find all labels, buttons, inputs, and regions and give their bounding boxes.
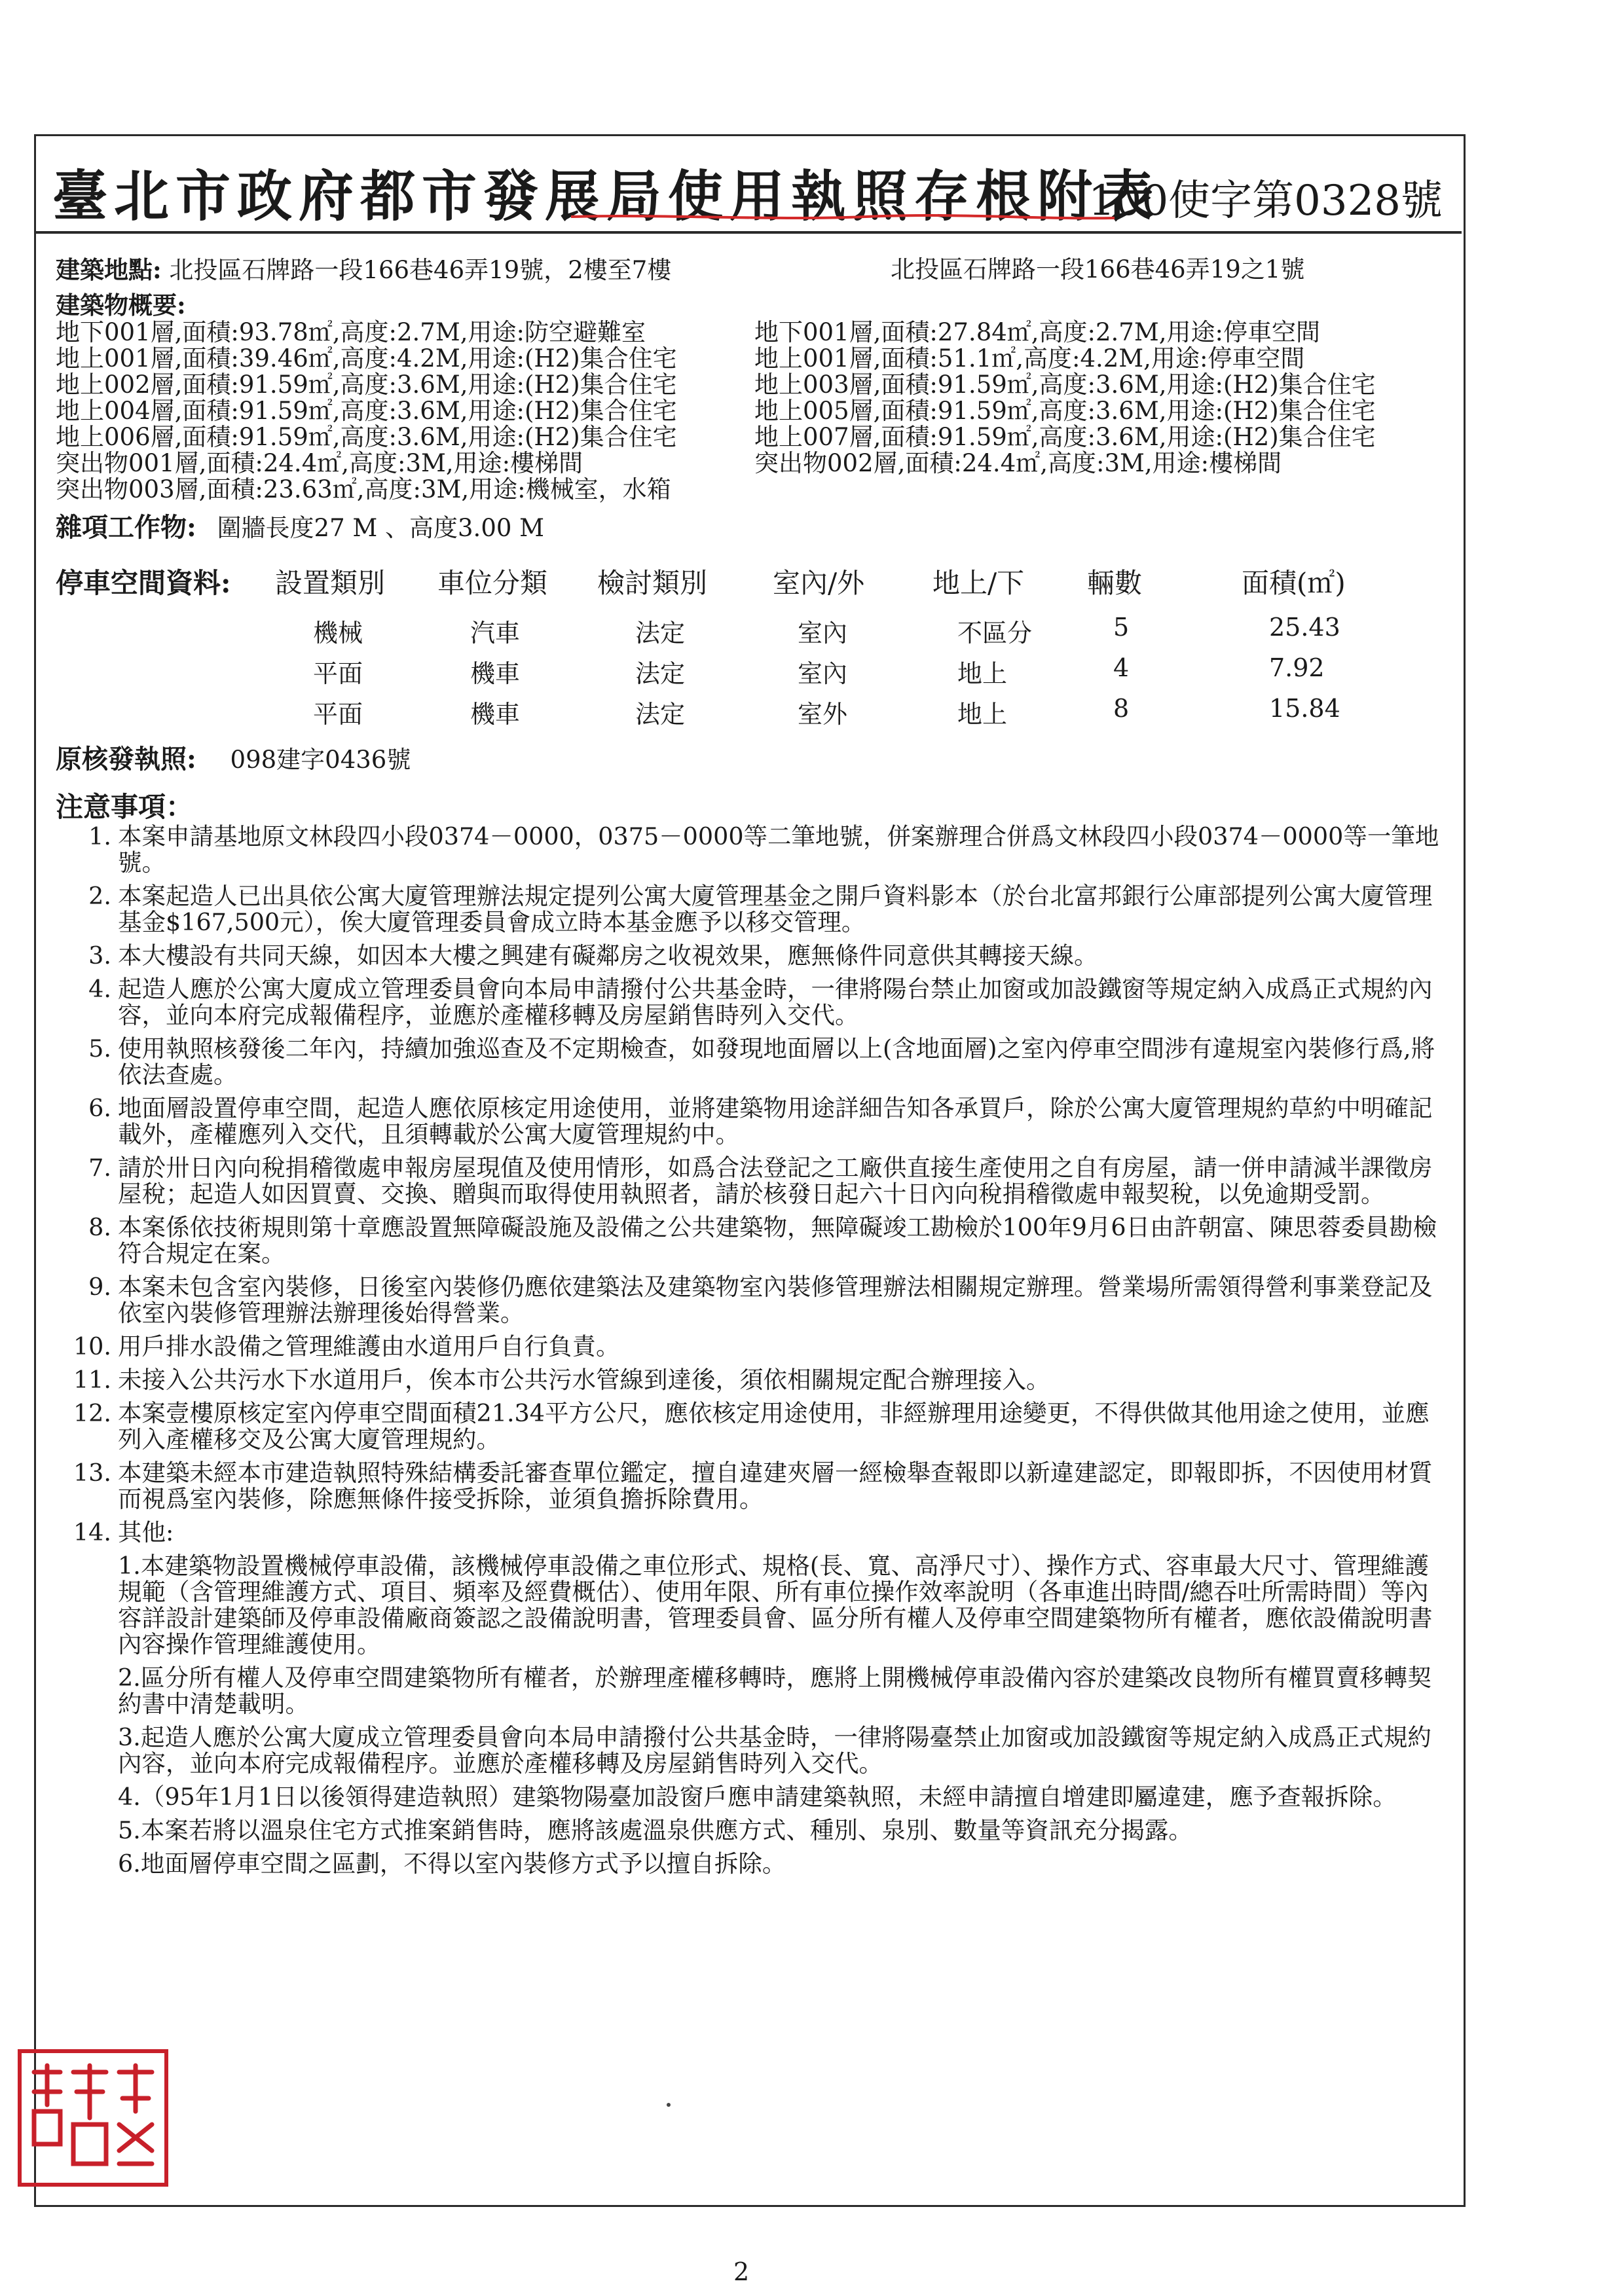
note-item <box>65 1460 1447 1512</box>
parking-cell: 室內 <box>798 619 848 647</box>
notes-list <box>65 824 1447 1884</box>
parking-cell: 機械 <box>313 619 363 647</box>
note-item <box>65 1520 1447 1546</box>
parking-cell: 室外 <box>798 700 848 729</box>
note-number: 8. <box>88 1213 111 1241</box>
note-number: 5. <box>88 1034 111 1063</box>
parking-cell: 8 <box>1113 694 1130 723</box>
note-item <box>65 1155 1447 1207</box>
original-license-label: 原核發執照: <box>56 744 196 774</box>
note-text: 本案申請基地原文林段四小段0374－0000，0375－0000等二筆地號，併案辦理合併爲文林段四小段0374－0000等一筆地號。 <box>118 822 1439 877</box>
note-item <box>65 1334 1447 1360</box>
title-row <box>34 134 1462 234</box>
parking-cell: 25.43 <box>1269 613 1340 642</box>
parking-header: 檢討類別 <box>597 567 708 599</box>
other-note-item: 4.（95年1月1日以後領得建造執照）建築物陽臺加設窗戶應申請建築執照，未經申請擅自增建即屬違建，應予查報拆除。 <box>118 1783 1397 1811</box>
note-text: 使用執照核發後二年內，持續加強巡查及不定期檢查，如發現地面層以上(含地面層)之室內停車空間涉有違規室內裝修行爲,將依法查處。 <box>118 1034 1435 1089</box>
overview-item: 突出物002層,面積:24.4㎡,高度:3M,用途:樓梯間 <box>754 449 1282 477</box>
note-number: 12. <box>73 1399 111 1427</box>
parking-cell: 機車 <box>470 700 521 729</box>
overview-item: 地上004層,面積:91.59㎡,高度:3.6M,用途:(H2)集合住宅 <box>56 397 677 425</box>
location-left: 北投區石牌路一段166巷46弄19號，2樓至7樓 <box>169 256 672 284</box>
note-item <box>65 824 1447 876</box>
parking-cell: 5 <box>1113 613 1130 642</box>
other-note-item: 2.區分所有權人及停車空間建築物所有權者，於辦理產權移轉時，應將上開機械停車設備內容於建築改良物所有權買賣移轉契約書中清楚載明。 <box>118 1664 1431 1718</box>
other-note-item: 5.本案若將以溫泉住宅方式推案銷售時，應將該處溫泉供應方式、種別、泉別、數量等資訊充分揭露。 <box>118 1816 1192 1844</box>
parking-header: 面積(㎡) <box>1242 567 1346 599</box>
note-text: 其他: <box>118 1518 174 1546</box>
overview-right-list <box>754 319 1376 477</box>
original-license-value: 098建字0436號 <box>230 746 411 774</box>
other-note-item: 6.地面層停車空間之區劃，不得以室內裝修方式予以擅自拆除。 <box>118 1850 786 1878</box>
note-text: 起造人應於公寓大廈成立管理委員會向本局申請撥付公共基金時，一律將陽台禁止加窗或加設鐵窗等規定納入成爲正式規約內容，並向本府完成報備程序，並應於產權移轉及房屋銷售時列入交代。 <box>118 975 1433 1029</box>
note-item <box>65 943 1447 969</box>
parking-cell: 汽車 <box>470 619 521 647</box>
note-text: 本建築未經本市建造執照特殊結構委託審查單位鑑定，擅自違建夾層一經檢舉查報即以新違建認定，即報即拆，不因使用材質而視爲室內裝修，除應無條件接受拆除，並須負擔拆除費用。 <box>118 1459 1433 1513</box>
overview-item: 突出物001層,面積:24.4㎡,高度:3M,用途:樓梯間 <box>56 449 583 477</box>
note-item <box>65 883 1447 936</box>
note-text: 用戶排水設備之管理維護由水道用戶自行負責。 <box>118 1332 620 1360</box>
note-text: 地面層設置停車空間，起造人應依原核定用途使用，並將建築物用途詳細告知各承買戶，除於公寓大廈管理規約草約中明確記載外，產權應列入交代，且須轉載於公寓大廈管理規約中。 <box>118 1094 1433 1148</box>
official-seal-stamp <box>14 2046 172 2190</box>
note-number: 11. <box>73 1366 111 1394</box>
note-number: 6. <box>88 1094 111 1122</box>
page-title: 臺北市政府都市發展局使用執照存根附表 <box>52 164 1161 228</box>
parking-cell: 4 <box>1113 653 1130 682</box>
other-notes-list <box>65 1553 1447 1877</box>
note-number: 4. <box>88 975 111 1003</box>
overview-item: 地下001層,面積:93.78㎡,高度:2.7M,用途:防空避難室 <box>56 318 646 346</box>
parking-header: 輛數 <box>1087 567 1143 599</box>
location-label: 建築地點: <box>56 255 162 284</box>
parking-cell: 法定 <box>635 700 686 729</box>
overview-item: 地上005層,面積:91.59㎡,高度:3.6M,用途:(H2)集合住宅 <box>754 397 1376 425</box>
note-number: 2. <box>88 882 111 910</box>
misc-works-label: 雜項工作物: <box>56 512 196 543</box>
overview-item: 地上003層,面積:91.59㎡,高度:3.6M,用途:(H2)集合住宅 <box>754 371 1376 399</box>
parking-cell: 法定 <box>635 619 686 647</box>
overview-label: 建築物概要: <box>56 291 186 319</box>
parking-header: 室內/外 <box>773 567 865 599</box>
red-underline-mark <box>571 213 1115 223</box>
parking-cell: 地上 <box>957 700 1008 729</box>
note-number: 9. <box>88 1273 111 1301</box>
note-item <box>65 1214 1447 1267</box>
note-number: 7. <box>88 1154 111 1182</box>
note-item <box>65 1274 1447 1326</box>
overview-item: 地上001層,面積:39.46㎡,高度:4.2M,用途:(H2)集合住宅 <box>56 344 677 373</box>
note-item <box>65 1095 1447 1148</box>
note-text: 本案未包含室內裝修，日後室內裝修仍應依建築法及建築物室內裝修管理辦法相關規定辦理。營業場所需領得營利事業登記及依室內裝修管理辦法辦理後始得營業。 <box>118 1273 1433 1327</box>
parking-label: 停車空間資料: <box>56 567 231 599</box>
parking-header: 地上/下 <box>932 567 1025 599</box>
other-note-item: 3.起造人應於公寓大廈成立管理委員會向本局申請撥付公共基金時，一律將陽臺禁止加窗或加設鐵窗等規定納入成爲正式規約內容，並向本府完成報備程序。並應於產權移轉及房屋銷售時列入交代。 <box>118 1723 1431 1777</box>
parking-header: 車位分類 <box>437 567 548 599</box>
note-item <box>65 1400 1447 1453</box>
note-item <box>65 1367 1447 1393</box>
overview-item: 地下001層,面積:27.84㎡,高度:2.7M,用途:停車空間 <box>754 318 1320 346</box>
parking-cell: 15.84 <box>1269 694 1340 723</box>
parking-cell: 法定 <box>635 659 686 688</box>
overview-item: 地上001層,面積:51.1㎡,高度:4.2M,用途:停車空間 <box>754 344 1305 373</box>
page-number: 2 <box>733 2257 750 2286</box>
parking-cell: 平面 <box>313 700 363 729</box>
parking-cell: 不區分 <box>957 619 1033 647</box>
parking-header: 設置類別 <box>275 567 386 599</box>
note-text: 請於卅日內向稅捐稽徵處申報房屋現值及使用情形，如爲合法登記之工廠供直接生產使用之自有房屋，請一併申請減半課徵房屋稅；起造人如因買賣、交換、贈與而取得使用執照者，請於核發日起六十日內向稅捐稽徵處申報契稅，以免逾期受罰。 <box>118 1154 1433 1208</box>
parking-cell: 機車 <box>470 659 521 688</box>
note-number: 13. <box>73 1459 111 1487</box>
parking-cell: 7.92 <box>1269 653 1325 682</box>
parking-cell: 室內 <box>798 659 848 688</box>
note-text: 本案起造人已出具依公寓大廈管理辦法規定提列公寓大廈管理基金之開戶資料影本（於台北富邦銀行公庫部提列公寓大廈管理基金$167,500元），俟大廈管理委員會成立時本基金應予以移交管理。 <box>118 882 1433 936</box>
overview-left-list <box>56 319 677 503</box>
misc-works-row <box>56 512 545 543</box>
note-item <box>65 976 1447 1029</box>
note-number: 10. <box>73 1332 111 1360</box>
note-item <box>65 1036 1447 1088</box>
stray-mark <box>667 2103 671 2107</box>
note-text: 本案係依技術規則第十章應設置無障礙設施及設備之公共建築物，無障礙竣工勘檢於100年9月6日由許朝富、陳思蓉委員勘檢符合規定在案。 <box>118 1213 1437 1267</box>
note-text: 本案壹樓原核定室內停車空間面積21.34平方公尺，應依核定用途使用，非經辦理用途變更，不得供做其他用途之使用，並應列入產權移交及公寓大廈管理規約。 <box>118 1399 1430 1453</box>
note-text: 未接入公共污水下水道用戶，俟本市公共污水管線到達後，須依相關規定配合辦理接入。 <box>118 1366 1050 1394</box>
location-right: 北投區石牌路一段166巷46弄19之1號 <box>891 255 1305 283</box>
parking-cell: 平面 <box>313 659 363 688</box>
notes-title: 注意事項： <box>56 791 194 823</box>
note-text: 本大樓設有共同天線，如因本大樓之興建有礙鄰房之收視效果，應無條件同意供其轉接天線。 <box>118 941 1098 970</box>
overview-item: 地上002層,面積:91.59㎡,高度:3.6M,用途:(H2)集合住宅 <box>56 371 677 399</box>
overview-item: 突出物003層,面積:23.63㎡,高度:3M,用途:機械室，水箱 <box>56 475 671 503</box>
misc-works-value: 圍牆長度27 M 、高度3.00 M <box>217 514 545 542</box>
overview-item: 地上006層,面積:91.59㎡,高度:3.6M,用途:(H2)集合住宅 <box>56 423 677 451</box>
location-row <box>56 257 671 283</box>
note-number: 1. <box>88 822 111 850</box>
other-note-item: 1.本建築物設置機械停車設備，該機械停車設備之車位形式、規格(長、寬、高淨尺寸）、操作方式、容車最大尺寸、管理維護規範（含管理維護方式、項目、頻率及經費概估）、使用年限、所有車位操作效率說明（各車進出時間/總吞吐所需時間）等內容詳設計建築師及停車設備廠商簽認之設備說明書，管理委員會、區分所有權人及停車空間建築物所有權者，應依設備說明書內容操作管理維護使用。 <box>118 1552 1433 1658</box>
overview-item: 地上007層,面積:91.59㎡,高度:3.6M,用途:(H2)集合住宅 <box>754 423 1376 451</box>
document-number: 100使字第0328號 <box>1088 177 1443 225</box>
note-number: 3. <box>88 941 111 970</box>
parking-cell: 地上 <box>957 659 1008 688</box>
original-license-row <box>56 746 411 773</box>
note-number: 14. <box>73 1518 111 1546</box>
